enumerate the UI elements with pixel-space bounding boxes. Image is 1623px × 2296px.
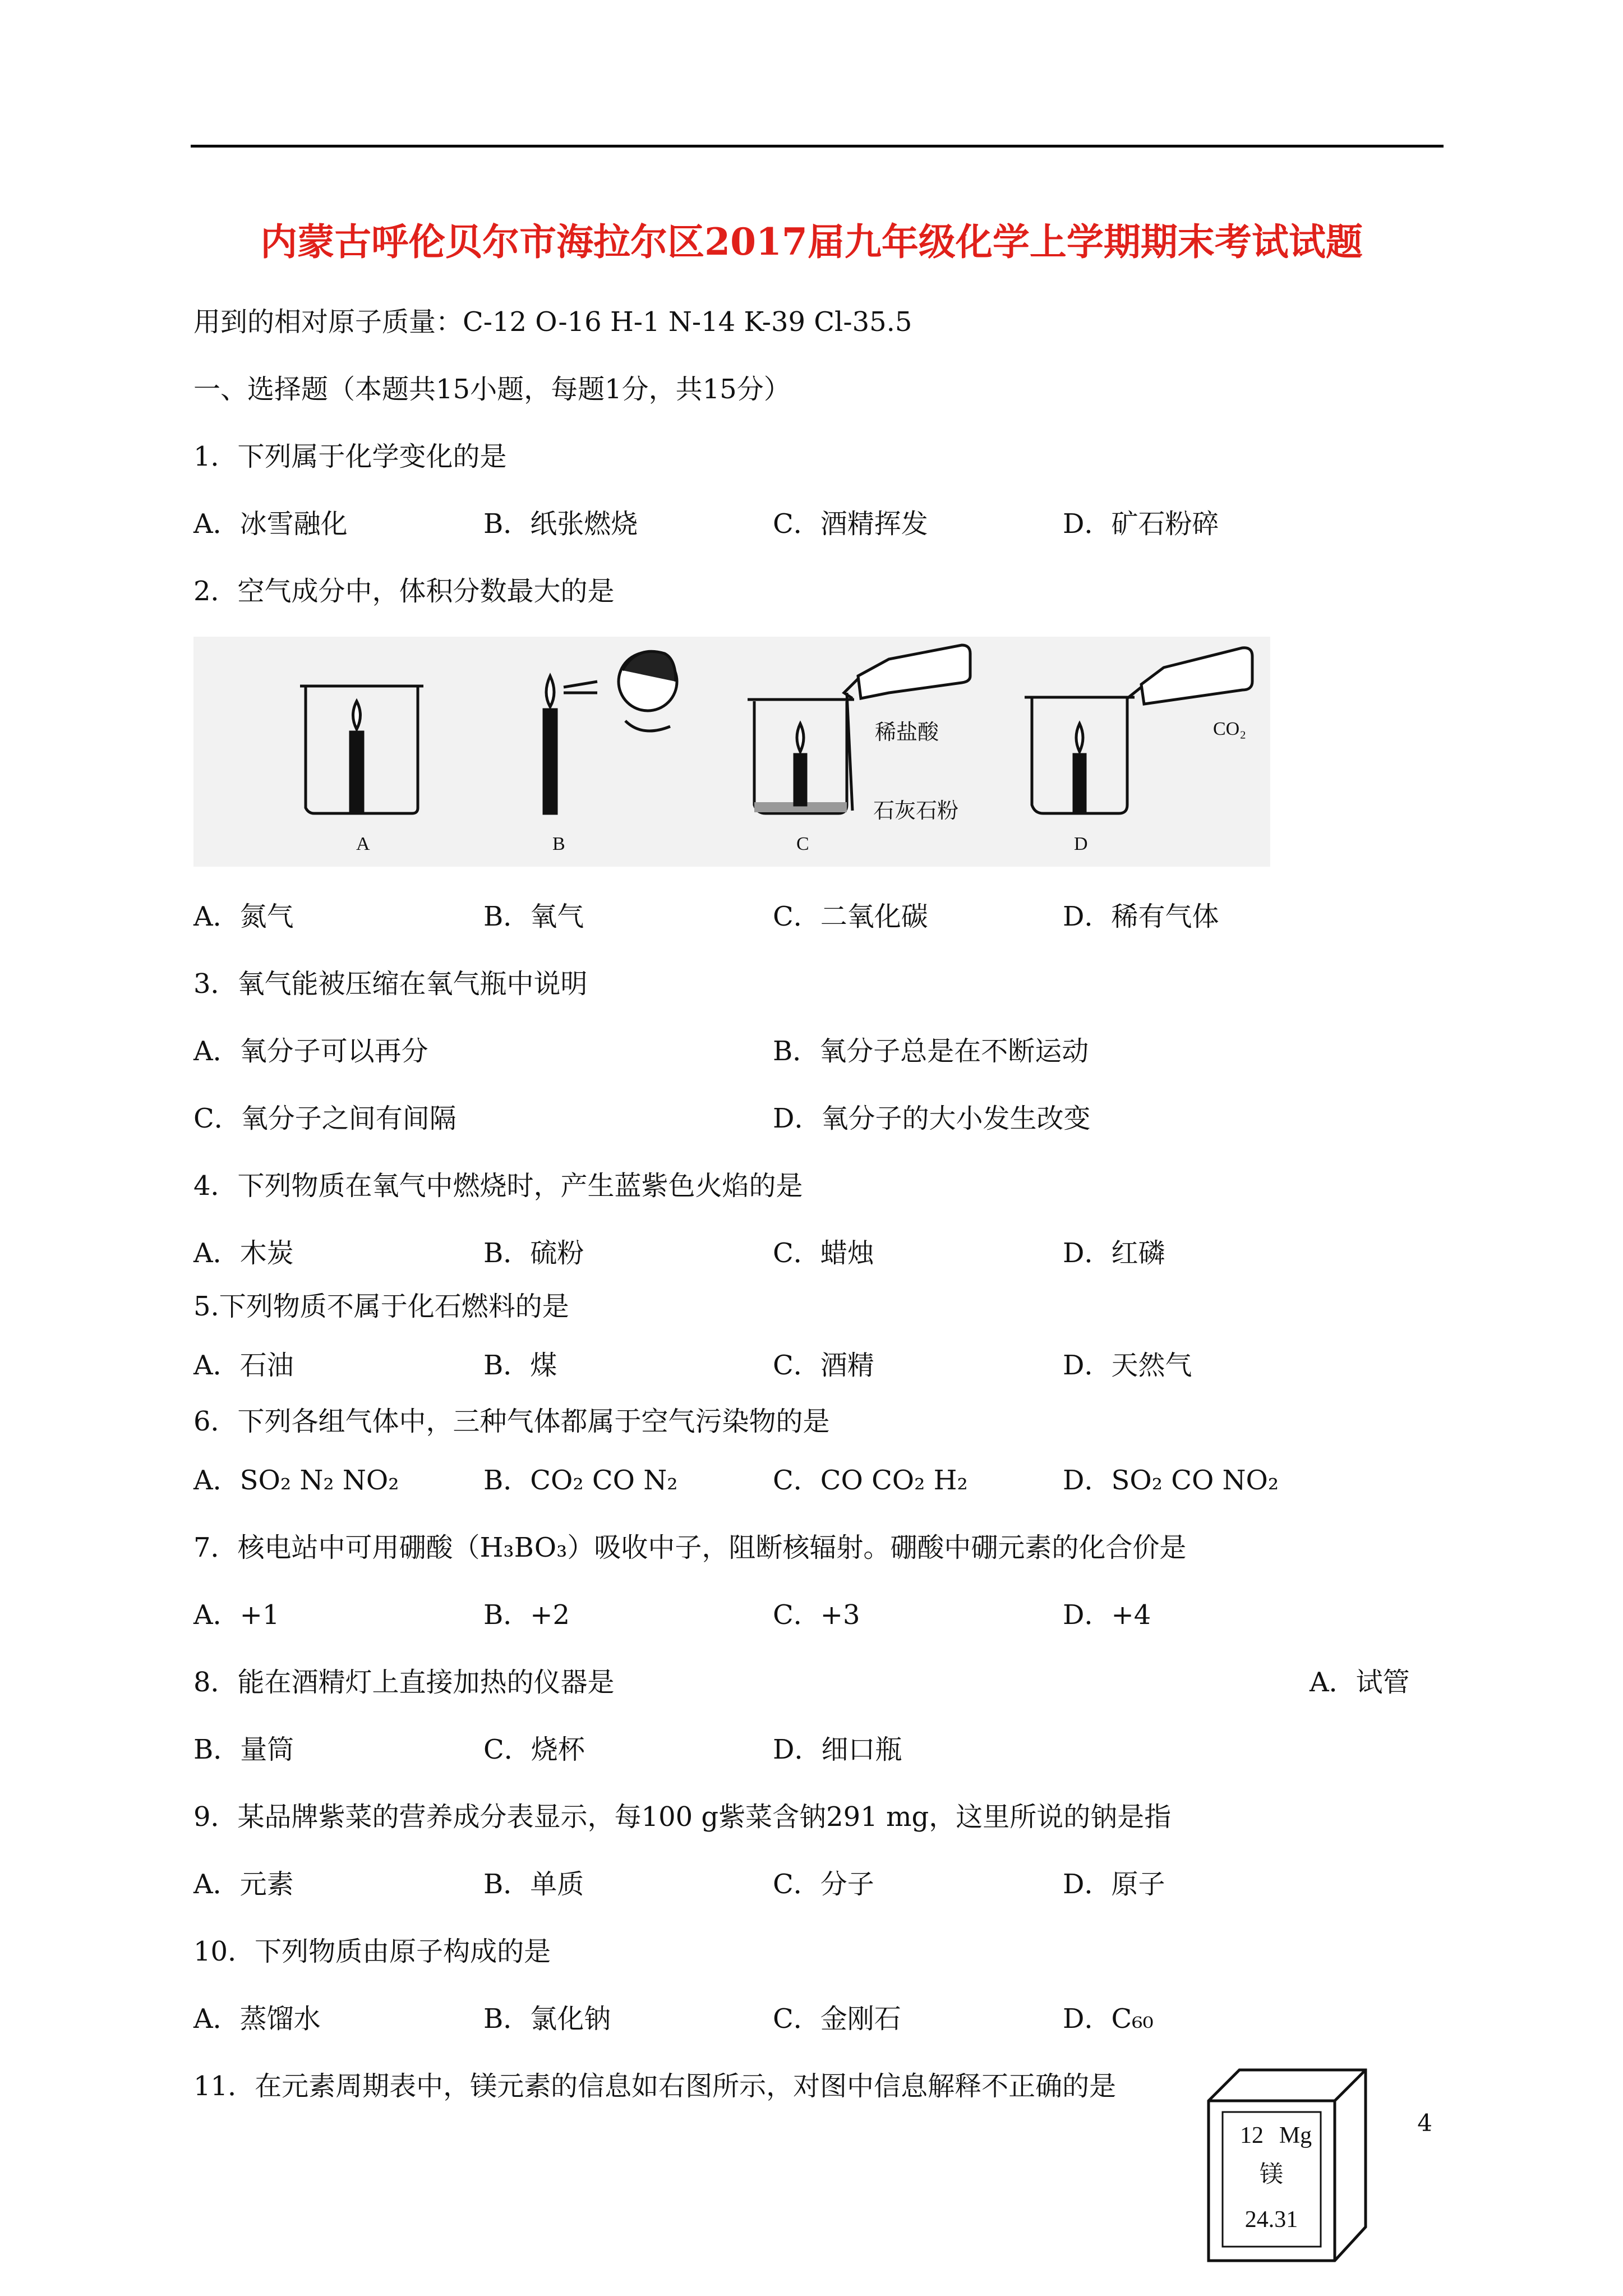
beaker-a-icon xyxy=(300,686,423,813)
co2-label: CO₂ xyxy=(1213,719,1247,739)
top-rule xyxy=(191,145,1444,148)
question-5-option-a: A．石油 xyxy=(193,1350,294,1381)
question-8-option-a: A．试管 xyxy=(1310,1667,1410,1698)
question-3-option-d: D．氧分子的大小发生改变 xyxy=(773,1103,1091,1134)
experiment-illustration xyxy=(193,637,1270,867)
question-4-option-d: D．红磷 xyxy=(1063,1237,1165,1269)
acid-label: 稀盐酸 xyxy=(875,721,939,744)
question-10-option-a: A．蒸馏水 xyxy=(193,2003,321,2035)
figure-label-c: C xyxy=(796,834,809,854)
element-symbol: Mg xyxy=(1279,2123,1312,2148)
question-6-option-d: D．SO₂ CO NO₂ xyxy=(1063,1465,1279,1496)
question-10-option-b: B．氯化钠 xyxy=(483,2003,611,2035)
question-10-option-c: C．金刚石 xyxy=(773,2003,901,2035)
section-heading: 一、选择题（本题共15小题，每题1分，共15分） xyxy=(193,374,791,405)
acid-bottle-icon xyxy=(844,645,970,698)
magnesium-element-card xyxy=(1206,2064,1368,2266)
question-2-option-a: A．氮气 xyxy=(193,901,294,932)
element-number: 12 xyxy=(1240,2123,1264,2148)
question-4-option-a: A．木炭 xyxy=(193,1237,294,1269)
question-2-option-d: D．稀有气体 xyxy=(1063,901,1219,932)
question-2-option-b: B．氧气 xyxy=(483,901,584,932)
question-9-option-a: A．元素 xyxy=(193,1869,294,1900)
question-6-stem: 6．下列各组气体中，三种气体都属于空气污染物的是 xyxy=(193,1406,830,1437)
element-name: 镁 xyxy=(1259,2162,1284,2188)
question-1-stem: 1．下列属于化学变化的是 xyxy=(193,441,507,472)
question-11-stem: 11．在元素周期表中，镁元素的信息如右图所示，对图中信息解释不正确的是 xyxy=(193,2070,1117,2102)
question-1-option-d: D．矿石粉碎 xyxy=(1063,508,1219,540)
experiment-figure xyxy=(193,637,1270,867)
question-5-stem: 5.下列物质不属于化石燃料的是 xyxy=(193,1291,569,1322)
figure-label-b: B xyxy=(552,834,565,854)
question-9-option-c: C．分子 xyxy=(773,1869,874,1900)
question-6-option-c: C．CO CO₂ H₂ xyxy=(773,1465,968,1496)
person-blowing-icon xyxy=(619,651,677,731)
question-7-option-a: A．+1 xyxy=(193,1599,280,1631)
limestone-label: 石灰石粉 xyxy=(873,799,959,823)
question-3-stem: 3．氧气能被压缩在氧气瓶中说明 xyxy=(193,968,588,1000)
question-4-option-c: C．蜡烛 xyxy=(773,1237,874,1269)
question-8-option-c: C．烧杯 xyxy=(483,1734,585,1765)
question-6-option-a: A．SO₂ N₂ NO₂ xyxy=(193,1465,399,1496)
figure-label-d: D xyxy=(1074,834,1088,854)
question-8-option-b: B．量筒 xyxy=(193,1734,294,1765)
candle-b-icon xyxy=(544,676,597,813)
question-1-option-c: C．酒精挥发 xyxy=(773,508,928,540)
co2-bottle-icon xyxy=(1127,648,1252,704)
question-2-option-c: C．二氧化碳 xyxy=(773,901,928,932)
element-box-illustration xyxy=(1206,2064,1368,2266)
atomic-mass-line: 用到的相对原子质量：C-12 O-16 H-1 N-14 K-39 Cl-35.5 xyxy=(193,306,912,338)
question-1-option-a: A．冰雪融化 xyxy=(193,508,348,540)
beaker-d-icon xyxy=(1025,697,1135,813)
page-title: 内蒙古呼伦贝尔市海拉尔区2017届九年级化学上学期期末考试试题 xyxy=(260,220,1363,264)
question-8-stem: 8．能在酒精灯上直接加热的仪器是 xyxy=(193,1667,615,1698)
element-mass: 24.31 xyxy=(1244,2207,1298,2233)
question-5-option-c: C．酒精 xyxy=(773,1350,874,1381)
question-1-option-b: B．纸张燃烧 xyxy=(483,508,638,540)
question-7-option-c: C．+3 xyxy=(773,1599,860,1631)
question-5-option-b: B．煤 xyxy=(483,1350,557,1381)
question-9-stem: 9．某品牌紫菜的营养成分表显示，每100 g紫菜含钠291 mg，这里所说的钠是指 xyxy=(193,1801,1172,1833)
question-4-option-b: B．硫粉 xyxy=(483,1237,584,1269)
question-5-option-d: D．天然气 xyxy=(1063,1350,1192,1381)
question-9-option-b: B．单质 xyxy=(483,1869,584,1900)
question-9-option-d: D．原子 xyxy=(1063,1869,1165,1900)
question-7-option-b: B．+2 xyxy=(483,1599,570,1631)
question-3-option-a: A．氧分子可以再分 xyxy=(193,1036,428,1067)
question-7-option-d: D．+4 xyxy=(1063,1599,1151,1631)
question-2-stem: 2．空气成分中，体积分数最大的是 xyxy=(193,576,615,607)
question-8-option-d: D．细口瓶 xyxy=(773,1734,902,1765)
figure-label-a: A xyxy=(356,834,370,854)
question-6-option-b: B．CO₂ CO N₂ xyxy=(483,1465,678,1496)
question-3-option-b: B．氧分子总是在不断运动 xyxy=(773,1036,1089,1067)
question-10-stem: 10．下列物质由原子构成的是 xyxy=(193,1936,551,1967)
page-number: 4 xyxy=(1417,2109,1432,2137)
question-3-option-c: C．氧分子之间有间隔 xyxy=(193,1103,457,1134)
question-4-stem: 4．下列物质在氧气中燃烧时，产生蓝紫色火焰的是 xyxy=(193,1170,803,1202)
question-7-stem: 7．核电站中可用硼酸（H₃BO₃）吸收中子，阻断核辐射。硼酸中硼元素的化合价是 xyxy=(193,1532,1187,1563)
question-10-option-d: D．C₆₀ xyxy=(1063,2003,1154,2035)
beaker-c-icon xyxy=(748,693,854,813)
